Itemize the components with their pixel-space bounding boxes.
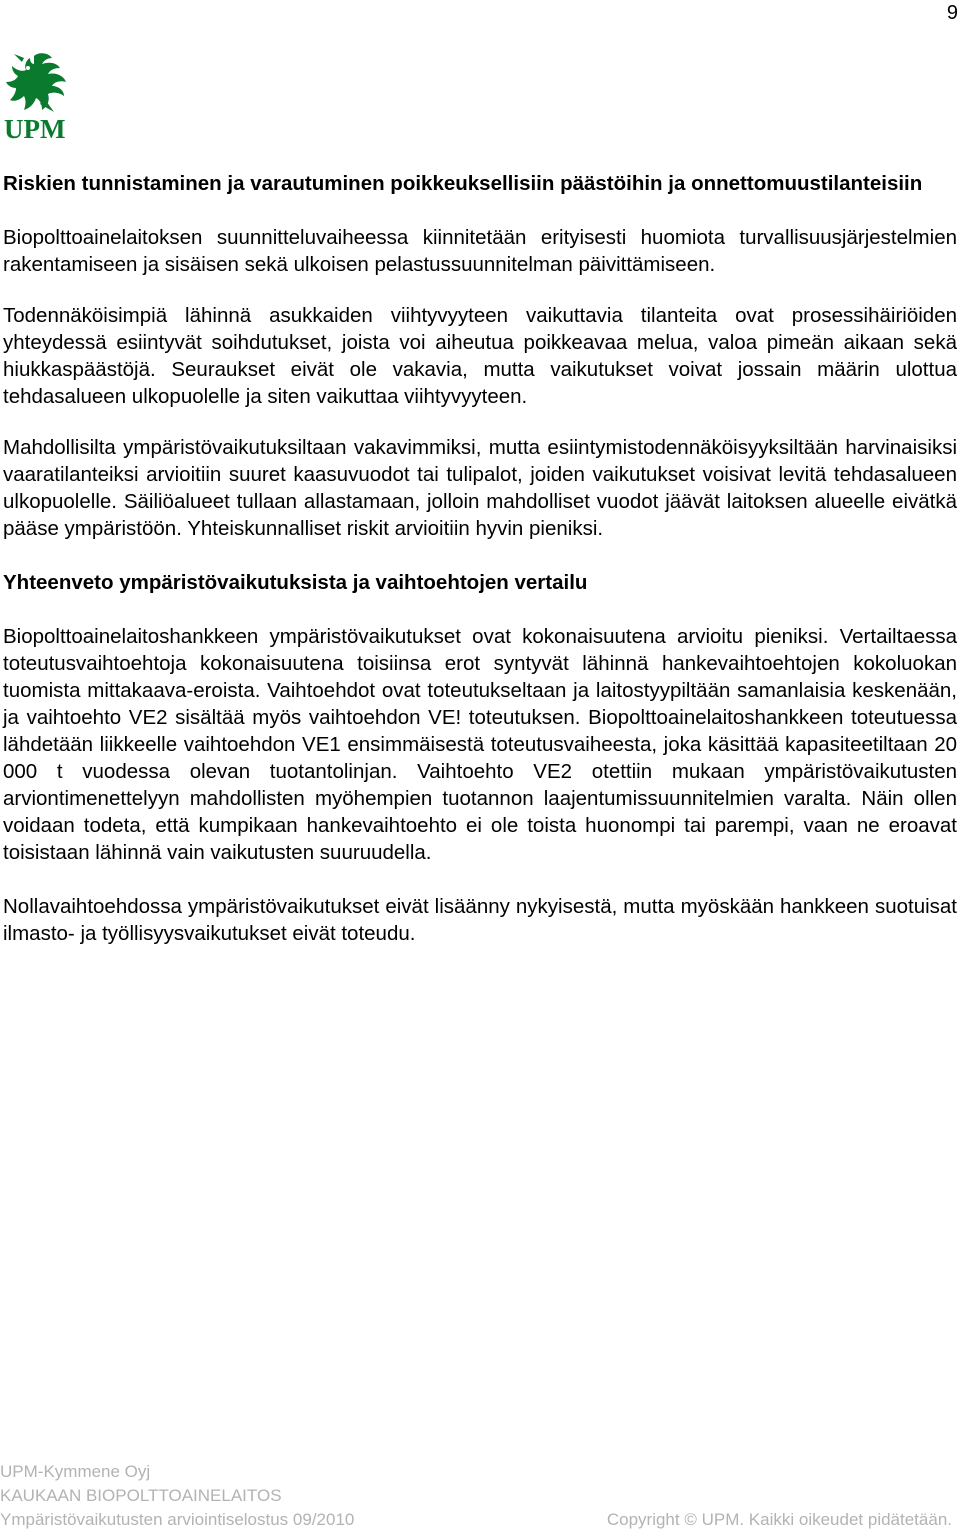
page-footer <box>0 1460 960 1532</box>
summary-paragraph-2: Nollavaihtoehdossa ympäristövaikutukset eivät lisäänny nykyisestä, mutta myöskään hankkeen suotuisat ilmasto- ja työllisyysvaikutukset eivät toteudu. <box>3 895 957 945</box>
footer-project: KAUKAAN BIOPOLTTOAINELAITOS <box>0 1486 282 1505</box>
page-number: 9 <box>946 2 958 24</box>
footer-copyright: Copyright © UPM. Kaikki oikeudet pidätetään. <box>606 1510 952 1529</box>
griffin-icon <box>4 52 78 114</box>
summary-heading: Yhteenveto ympäristövaikutuksista ja vaihtoehtojen vertailu <box>3 571 588 594</box>
logo-text: UPM <box>4 114 66 144</box>
risk-heading: Riskien tunnistaminen ja varautuminen poikkeuksellisiin päästöihin ja onnettomuustilanteisiin <box>3 172 923 195</box>
footer-report: Ympäristövaikutusten arviointiselostus 09/2010 <box>0 1510 355 1529</box>
summary-paragraph-1: Biopolttoainelaitoshankkeen ympäristövaikutukset ovat kokonaisuutena arvioitu pieniksi. Vertailtaessa toteutusvaihtoehtoja kokonaisuutena toisiinsa erot syntyvät lähinnä hankevaihtoehtojen kokoluokan tuomista mittakaava-eroista. Vaihtoehdot ovat toteutukseltaan ja laitostyypiltään samanlaisia keskenään, ja vaihtoehto VE2 sisältää myös vaihtoehdon VE! toteutuksen. Biopolttoainelaitoshankkeen toteutuessa lähdetään liikkeelle vaihtoehdon VE1 ensimmäisestä toteutusvaiheesta, joka käsittää kapasiteetiltaan 20 000 t vuodessa olevan tuotantolinjan. Vaihtoehto VE2 otettiin mukaan ympäristövaikutusten arviontimenettelyyn mahdollisten myöhempien tuotannon laajentumissuunnitelmien varalta. Näin ollen voidaan todeta, että kumpikaan hankevaihtoehto ei ole toista huonompi tai parempi, vaan ne eroavat toisistaan lähinnä vain vaikutusten suuruudella. <box>3 625 957 864</box>
risk-paragraph-2: Todennäköisimpiä lähinnä asukkaiden viihtyvyyteen vaikuttavia tilanteita ovat prosessihäiriöiden yhteydessä esiintyvät soihdutukset, joista voi aiheutua poikkeavaa melua, valoa pimeän aikaan sekä hiukkaspäästöjä. Seuraukset eivät ole vakavia, mutta vaikutukset voivat jossain määrin ulottua tehdasalueen ulkopuolelle ja siten vaikuttaa viihtyvyyteen. <box>3 304 957 408</box>
document-body <box>3 170 957 947</box>
risk-paragraph-3: Mahdollisilta ympäristövaikutuksiltaan vakavimmiksi, mutta esiintymistodennäköisyyksiltään harvinaisiksi vaaratilanteiksi arvioitiin suuret kaasuvuodot tai tulipalot, joiden vaikutukset voisivat levitä tehdasalueen ulkopuolelle. Säiliöalueet tullaan allastamaan, jolloin mahdolliset vuodot jäävät laitoksen alueelle eivätkä pääse ympäristöön. Yhteiskunnalliset riskit arvioitiin hyvin pieniksi. <box>3 436 957 540</box>
risk-paragraph-1: Biopolttoainelaitoksen suunnitteluvaiheessa kiinnitetään erityisesti huomiota turvallisuusjärjestelmien rakentamiseen ja sisäisen sekä ulkoisen pelastussuunnitelman päivittämiseen. <box>3 226 957 276</box>
upm-logo <box>4 52 78 146</box>
footer-company: UPM-Kymmene Oyj <box>0 1462 151 1481</box>
